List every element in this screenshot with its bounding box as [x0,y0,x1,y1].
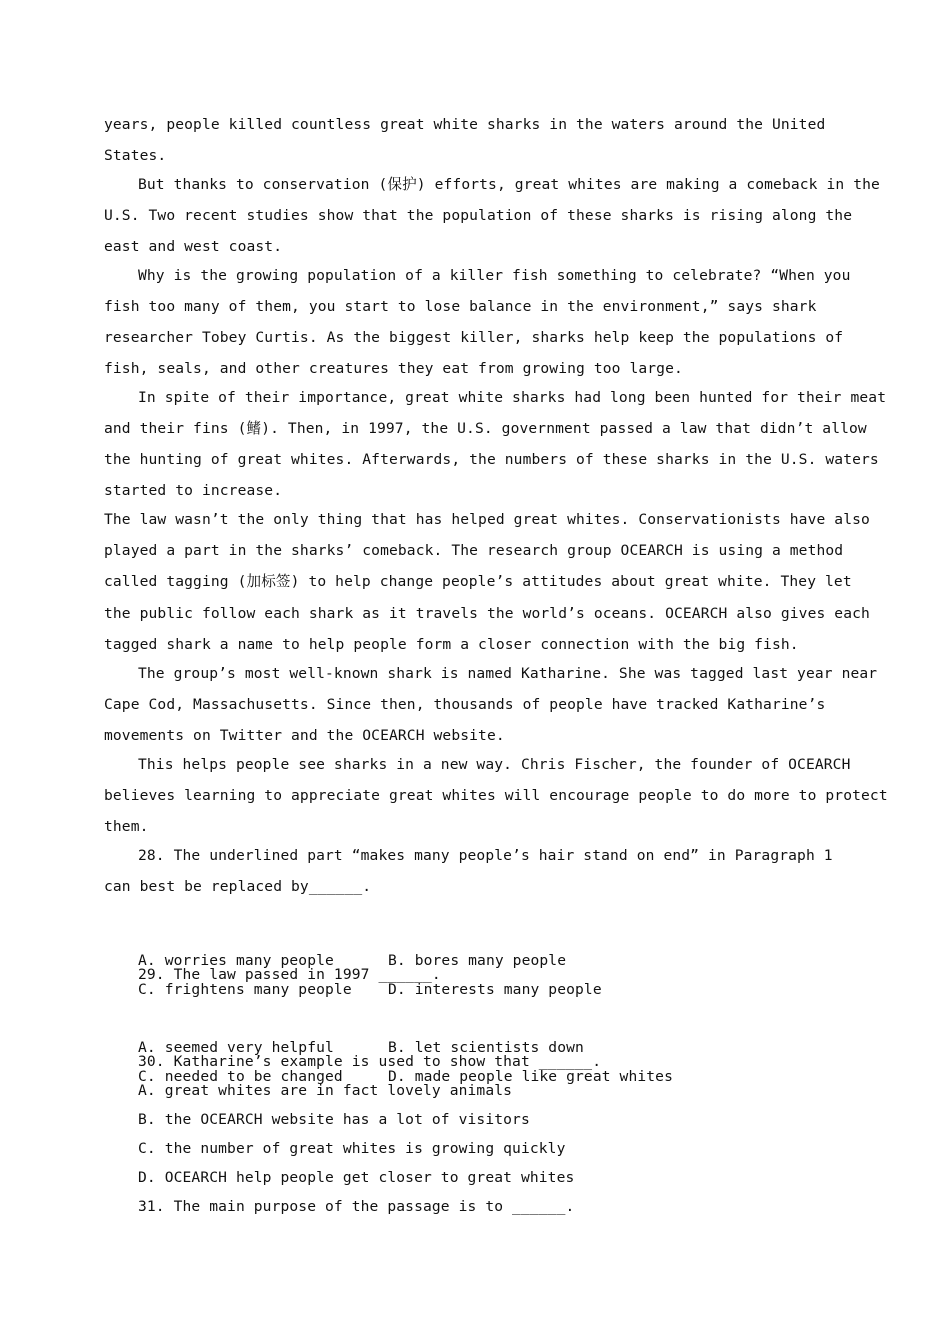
question-28-option-a: A. worries many people [138,952,334,969]
passage-line: fish, seals, and other creatures they eat from growing too large. [104,360,683,377]
passage-line: called tagging (加标签) to help change people’s attitudes about great white. They let [104,573,852,590]
passage-line: started to increase. [104,482,283,499]
question-28-options-row [138,906,849,969]
passage-paragraph-start: This helps people see sharks in a new way. Chris Fischer, the founder of OCEARCH [138,756,851,773]
question-30-option-d: D. OCEARCH help people get closer to great whites [138,1169,575,1186]
passage-line: believes learning to appreciate great whites will encourage people to do more to protect [104,787,888,804]
passage-line: played a part in the sharks’ comeback. The research group OCEARCH is using a method [104,542,844,559]
passage-line: east and west coast. [104,238,283,255]
passage-paragraph-start: But thanks to conservation (保护) efforts, great whites are making a comeback in the [138,176,880,193]
question-30-option-a: A. great whites are in fact lovely animals [138,1082,513,1099]
passage-line: fish too many of them, you start to lose balance in the environment,” says shark [104,298,817,315]
passage-paragraph-start: The law wasn’t the only thing that has helped great whites. Conservationists have also [104,511,870,528]
passage-paragraph-start: Why is the growing population of a killer fish something to celebrate? “When you [138,267,851,284]
question-30-stem: 30. Katharine’s example is used to show that ______. [138,1053,602,1070]
passage-line: the hunting of great whites. Afterwards, the numbers of these sharks in the U.S. waters [104,451,879,468]
question-28-stem-cont: can best be replaced by______. [104,878,372,895]
passage-paragraph-start: In spite of their importance, great white sharks had long been hunted for their meat [138,389,887,406]
question-30-option-b: B. the OCEARCH website has a lot of visitors [138,1111,530,1128]
question-30-option-c: C. the number of great whites is growing quickly [138,1140,566,1157]
passage-line: and their fins (鳍). Then, in 1997, the U.S. government passed a law that didn’t allow [104,420,867,437]
passage-line: tagged shark a name to help people form a closer connection with the big fish. [104,636,799,653]
passage-line: movements on Twitter and the OCEARCH website. [104,727,505,744]
question-29-option-b: B. let scientists down [388,1039,584,1056]
passage-line: them. [104,818,149,835]
passage-paragraph-start: The group’s most well-known shark is named Katharine. She was tagged last year near [138,665,878,682]
passage-line: U.S. Two recent studies show that the population of these sharks is rising along the [104,207,853,224]
question-29-options-row [138,993,849,1056]
question-29-option-d: D. made people like great whites [388,1068,673,1085]
passage-line: the public follow each shark as it travels the world’s oceans. OCEARCH also gives each [104,605,870,622]
question-28-option-b: B. bores many people [388,952,567,969]
passage-line: States. [104,147,167,164]
question-31-stem: 31. The main purpose of the passage is to ______. [138,1198,575,1215]
question-28-stem: 28. The underlined part “makes many people’s hair stand on end” in Paragraph 1 [138,847,833,864]
question-29-stem: 29. The law passed in 1997 ______. [138,966,441,983]
question-28-option-c: C. frightens many people [138,981,352,998]
passage-line: researcher Tobey Curtis. As the biggest killer, sharks help keep the populations of [104,329,844,346]
passage-line: Cape Cod, Massachusetts. Since then, thousands of people have tracked Katharine’s [104,696,826,713]
passage-line: years, people killed countless great white sharks in the waters around the United [104,116,826,133]
question-29-option-a: A. seemed very helpful [138,1039,334,1056]
question-28-option-d: D. interests many people [388,981,602,998]
question-29-option-c: C. needed to be changed [138,1068,343,1085]
